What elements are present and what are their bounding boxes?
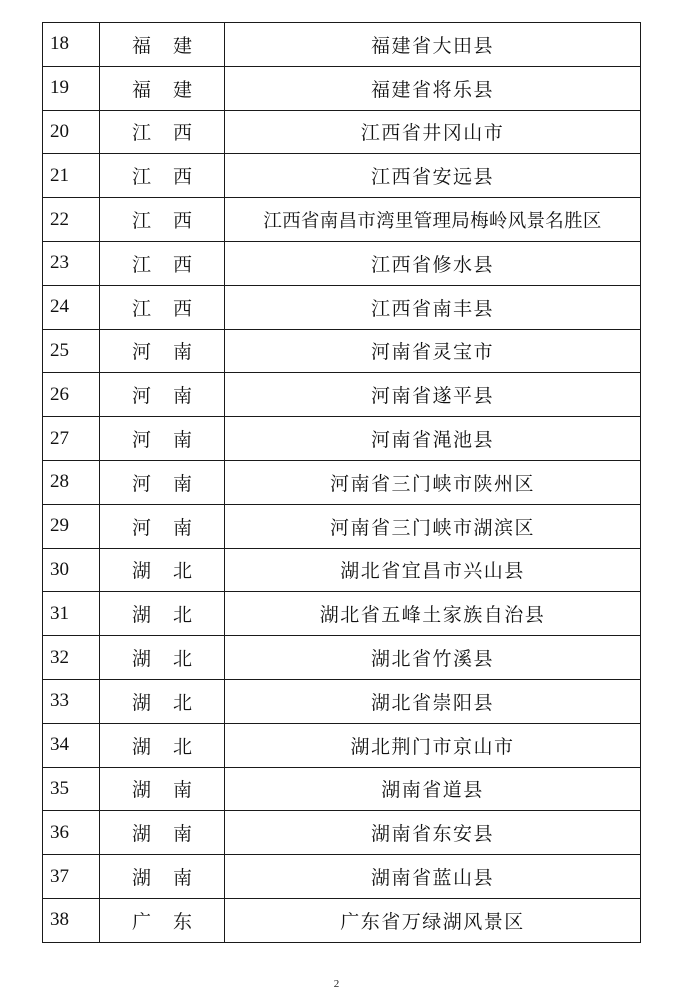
place-name-cell: 湖北省崇阳县	[225, 679, 641, 723]
region-list-table	[42, 22, 641, 943]
table-row	[43, 898, 641, 942]
table-row	[43, 23, 641, 67]
table-row	[43, 417, 641, 461]
province-cell: 湖北	[100, 548, 225, 592]
place-name-cell: 湖北省宜昌市兴山县	[225, 548, 641, 592]
province-cell: 广东	[100, 898, 225, 942]
row-number-cell: 29	[43, 504, 100, 548]
table-row	[43, 66, 641, 110]
place-name-cell: 河南省遂平县	[225, 373, 641, 417]
row-number-cell: 21	[43, 154, 100, 198]
table-row	[43, 679, 641, 723]
province-cell: 福建	[100, 23, 225, 67]
place-name-cell: 湖北省竹溪县	[225, 636, 641, 680]
place-name-cell: 江西省安远县	[225, 154, 641, 198]
table-row	[43, 329, 641, 373]
row-number-cell: 32	[43, 636, 100, 680]
place-name-cell: 湖南省蓝山县	[225, 855, 641, 899]
row-number-cell: 24	[43, 285, 100, 329]
province-cell: 江西	[100, 285, 225, 329]
table-row	[43, 241, 641, 285]
province-cell: 湖北	[100, 679, 225, 723]
province-cell: 江西	[100, 198, 225, 242]
row-number-cell: 38	[43, 898, 100, 942]
place-name-cell: 湖南省东安县	[225, 811, 641, 855]
row-number-cell: 36	[43, 811, 100, 855]
province-cell: 湖南	[100, 855, 225, 899]
province-cell: 江西	[100, 154, 225, 198]
province-cell: 河南	[100, 417, 225, 461]
row-number-cell: 25	[43, 329, 100, 373]
row-number-cell: 20	[43, 110, 100, 154]
province-cell: 湖北	[100, 636, 225, 680]
province-cell: 河南	[100, 460, 225, 504]
row-number-cell: 26	[43, 373, 100, 417]
place-name-cell: 福建省将乐县	[225, 66, 641, 110]
place-name-cell: 湖北荆门市京山市	[225, 723, 641, 767]
province-cell: 福建	[100, 66, 225, 110]
place-name-cell: 河南省三门峡市陕州区	[225, 460, 641, 504]
row-number-cell: 22	[43, 198, 100, 242]
place-name-cell: 江西省南昌市湾里管理局梅岭风景名胜区	[225, 198, 641, 242]
table-row	[43, 110, 641, 154]
table-row	[43, 198, 641, 242]
place-name-cell: 河南省三门峡市湖滨区	[225, 504, 641, 548]
row-number-cell: 23	[43, 241, 100, 285]
table-row	[43, 548, 641, 592]
place-name-cell: 广东省万绿湖风景区	[225, 898, 641, 942]
table-row	[43, 811, 641, 855]
province-cell: 湖北	[100, 592, 225, 636]
row-number-cell: 27	[43, 417, 100, 461]
place-name-cell: 湖南省道县	[225, 767, 641, 811]
row-number-cell: 34	[43, 723, 100, 767]
province-cell: 湖南	[100, 767, 225, 811]
row-number-cell: 28	[43, 460, 100, 504]
place-name-cell: 江西省修水县	[225, 241, 641, 285]
province-cell: 湖南	[100, 811, 225, 855]
table-row	[43, 723, 641, 767]
page-number: 2	[333, 978, 340, 990]
row-number-cell: 30	[43, 548, 100, 592]
place-name-cell: 江西省井冈山市	[225, 110, 641, 154]
province-cell: 江西	[100, 110, 225, 154]
table-row	[43, 636, 641, 680]
table-row	[43, 855, 641, 899]
table-row	[43, 285, 641, 329]
province-cell: 河南	[100, 373, 225, 417]
row-number-cell: 37	[43, 855, 100, 899]
row-number-cell: 18	[43, 23, 100, 67]
row-number-cell: 35	[43, 767, 100, 811]
table-row	[43, 373, 641, 417]
table-row	[43, 154, 641, 198]
province-cell: 湖北	[100, 723, 225, 767]
row-number-cell: 33	[43, 679, 100, 723]
place-name-cell: 河南省渑池县	[225, 417, 641, 461]
place-name-cell: 江西省南丰县	[225, 285, 641, 329]
place-name-cell: 福建省大田县	[225, 23, 641, 67]
table-row	[43, 504, 641, 548]
row-number-cell: 19	[43, 66, 100, 110]
province-cell: 河南	[100, 504, 225, 548]
place-name-cell: 河南省灵宝市	[225, 329, 641, 373]
place-name-cell: 湖北省五峰土家族自治县	[225, 592, 641, 636]
table-row	[43, 460, 641, 504]
table-row	[43, 767, 641, 811]
table-body	[43, 23, 641, 943]
province-cell: 江西	[100, 241, 225, 285]
table-row	[43, 592, 641, 636]
province-cell: 河南	[100, 329, 225, 373]
row-number-cell: 31	[43, 592, 100, 636]
